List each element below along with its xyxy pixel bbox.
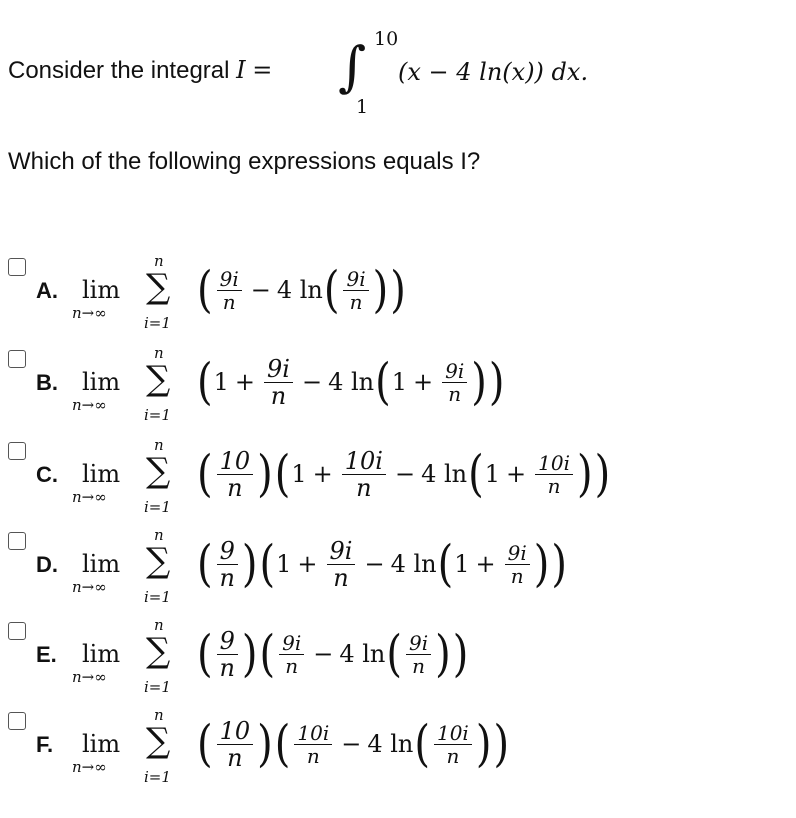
minus-sign: − [364,550,385,578]
plus-sign: + [475,550,496,578]
limit-subscript: n→∞ [72,578,107,596]
sigma-icon: ∑ [146,451,171,491]
left-paren: ( [197,625,213,683]
sum-upper: n [154,436,164,454]
integrand: (x − 4 ln(x)) dx. [398,58,589,86]
right-paren: ) [257,715,273,773]
minus-sign: − [313,640,334,668]
limit-subscript: n→∞ [72,758,107,776]
limit-subscript: n→∞ [72,668,107,686]
limit-label: lim [82,550,121,578]
left-paren: ( [414,715,430,773]
left-paren: ( [197,535,213,593]
option-checkbox[interactable] [8,442,26,460]
prefix-fraction-denominator: n [227,743,243,772]
left-paren: ( [468,445,484,503]
sum-upper: n [154,344,164,362]
term-fraction-numerator: 9i [217,268,242,291]
sum-upper: n [154,616,164,634]
term-fraction [279,632,304,677]
summand-expression [196,346,505,418]
term-fraction-denominator: n [356,473,372,502]
term-fraction-numerator: 9i [264,356,293,383]
option-letter: F. [36,732,54,757]
plus-sign: + [234,368,255,396]
term-one: 1 [484,460,501,488]
term-fraction [264,356,293,409]
option-a [0,252,796,350]
prefix-fraction [217,718,254,771]
log-fraction [442,360,467,405]
sum-lower: i=1 [144,406,171,424]
log-coefficient: 4 ln [276,276,323,304]
log-coefficient: 4 ln [367,730,414,758]
right-paren: ) [471,353,487,411]
sum-lower: i=1 [144,768,171,786]
option-checkbox[interactable] [8,712,26,730]
right-paren: ) [241,625,258,683]
prefix-fraction-denominator: n [219,563,235,592]
option-letter: A. [36,278,58,303]
option-letter: D. [36,552,58,577]
limit-label: lim [82,640,121,668]
equals-sign: = [252,56,273,84]
minus-sign: − [250,276,271,304]
term-fraction [294,722,332,767]
option-checkbox[interactable] [8,350,26,368]
log-coefficient: 4 ln [339,640,386,668]
limit-subscript: n→∞ [72,396,107,414]
prefix-fraction [217,628,238,681]
right-paren: ) [533,535,550,593]
log-fraction-denominator: n [448,381,462,406]
term-one: 1 [213,368,229,396]
term-fraction-denominator: n [333,563,349,592]
integral-upper-limit: 10 [374,28,399,50]
log-fraction-denominator: n [412,653,425,678]
log-fraction [406,632,431,677]
integral-sign-icon: ∫ [338,35,367,98]
log-fraction-denominator: n [547,473,561,498]
log-fraction-numerator: 9i [406,632,431,655]
left-paren: ( [197,261,213,319]
left-paren: ( [259,535,276,593]
log-fraction-numerator: 9i [343,268,368,291]
plus-sign: + [412,368,434,396]
summand-expression [196,254,407,326]
right-paren: ) [257,445,273,503]
minus-sign: − [341,730,362,758]
right-paren: ) [488,353,505,411]
log-fraction [505,542,530,587]
right-paren: ) [493,715,510,773]
minus-sign: − [394,460,416,488]
option-checkbox[interactable] [8,532,26,550]
limit-label: lim [82,368,121,396]
sigma-icon: ∑ [146,721,171,761]
sum-lower: i=1 [144,314,171,332]
left-paren: ( [197,715,213,773]
left-paren: ( [323,261,340,319]
sum-lower: i=1 [144,498,171,516]
right-paren: ) [390,261,406,319]
term-fraction-denominator: n [306,743,320,768]
limit-label: lim [82,730,121,758]
term-one: 1 [291,460,307,488]
term-fraction [342,448,386,501]
term-fraction-denominator: n [222,289,236,314]
term-one: 1 [454,550,470,578]
term-fraction-denominator: n [285,653,299,678]
term-fraction-numerator: 10i [342,448,386,475]
option-letter: B. [36,370,58,395]
question-text: Which of the following expressions equals I? [8,148,481,175]
summand-expression [196,528,568,600]
prefix-fraction [217,538,238,591]
integral-lower-limit: 1 [356,96,369,118]
left-paren: ( [386,625,402,683]
plus-sign: + [312,460,333,488]
right-paren: ) [372,261,389,319]
right-paren: ) [435,625,451,683]
sum-upper: n [154,526,164,544]
log-fraction-numerator: 10i [535,452,573,475]
sum-upper: n [154,252,164,270]
log-fraction [434,722,472,767]
prefix-fraction-numerator: 10 [217,718,254,745]
left-paren: ( [437,535,454,593]
option-letter: E. [36,642,57,667]
limit-label: lim [82,460,121,488]
left-paren: ( [197,353,213,411]
log-fraction [535,452,573,497]
limit-subscript: n→∞ [72,304,107,322]
term-fraction-denominator: n [270,381,287,410]
log-coefficient: 4 ln [390,550,437,578]
prefix-fraction-numerator: 9 [217,628,238,655]
question-prompt [8,56,272,85]
left-paren: ( [197,445,213,503]
minus-sign: − [301,368,323,396]
term-fraction-numerator: 9i [279,632,304,655]
term-one: 1 [276,550,292,578]
log-fraction-numerator: 10i [434,722,472,745]
sigma-icon: ∑ [146,359,171,399]
summand-expression [196,708,510,780]
right-paren: ) [551,535,567,593]
right-paren: ) [452,625,469,683]
log-fraction-denominator: n [349,289,363,314]
right-paren: ) [594,445,611,503]
right-paren: ) [475,715,492,773]
right-paren: ) [241,535,258,593]
plus-sign: + [506,460,527,488]
option-letter: C. [36,462,58,487]
option-c [0,436,796,534]
option-b [0,344,796,442]
option-checkbox[interactable] [8,258,26,276]
log-fraction-denominator: n [510,563,524,588]
log-fraction-numerator: 9i [442,360,467,383]
summand-expression [196,618,469,690]
summand-expression [196,438,611,510]
sum-lower: i=1 [144,588,171,606]
sum-upper: n [154,706,164,724]
option-e [0,616,796,714]
log-coefficient: 4 ln [328,368,375,396]
prefix-fraction [217,448,254,501]
sigma-icon: ∑ [146,541,171,581]
term-one: 1 [391,368,407,396]
term-fraction [327,538,356,591]
term-fraction-numerator: 10i [294,722,332,745]
limit-subscript: n→∞ [72,488,107,506]
left-paren: ( [274,715,291,773]
integral-variable: I [236,56,246,84]
prefix-fraction-denominator: n [227,473,243,502]
prefix-fraction-numerator: 10 [217,448,254,475]
log-fraction-numerator: 9i [505,542,530,565]
sigma-icon: ∑ [146,267,171,307]
sigma-icon: ∑ [146,631,171,671]
right-paren: ) [576,445,593,503]
question-block [0,0,796,200]
left-paren: ( [274,445,291,503]
log-fraction-denominator: n [446,743,460,768]
prefix-fraction-denominator: n [219,653,235,682]
term-fraction-numerator: 9i [327,538,356,565]
left-paren: ( [259,625,276,683]
log-coefficient: 4 ln [421,460,468,488]
limit-label: lim [82,276,121,304]
left-paren: ( [375,353,391,411]
plus-sign: + [297,550,318,578]
prefix-fraction-numerator: 9 [217,538,238,565]
log-fraction [343,268,368,313]
option-checkbox[interactable] [8,622,26,640]
sum-lower: i=1 [144,678,171,696]
term-fraction [217,268,242,313]
option-f [0,706,796,804]
option-d [0,526,796,624]
prompt-prefix: Consider the integral [8,57,230,84]
